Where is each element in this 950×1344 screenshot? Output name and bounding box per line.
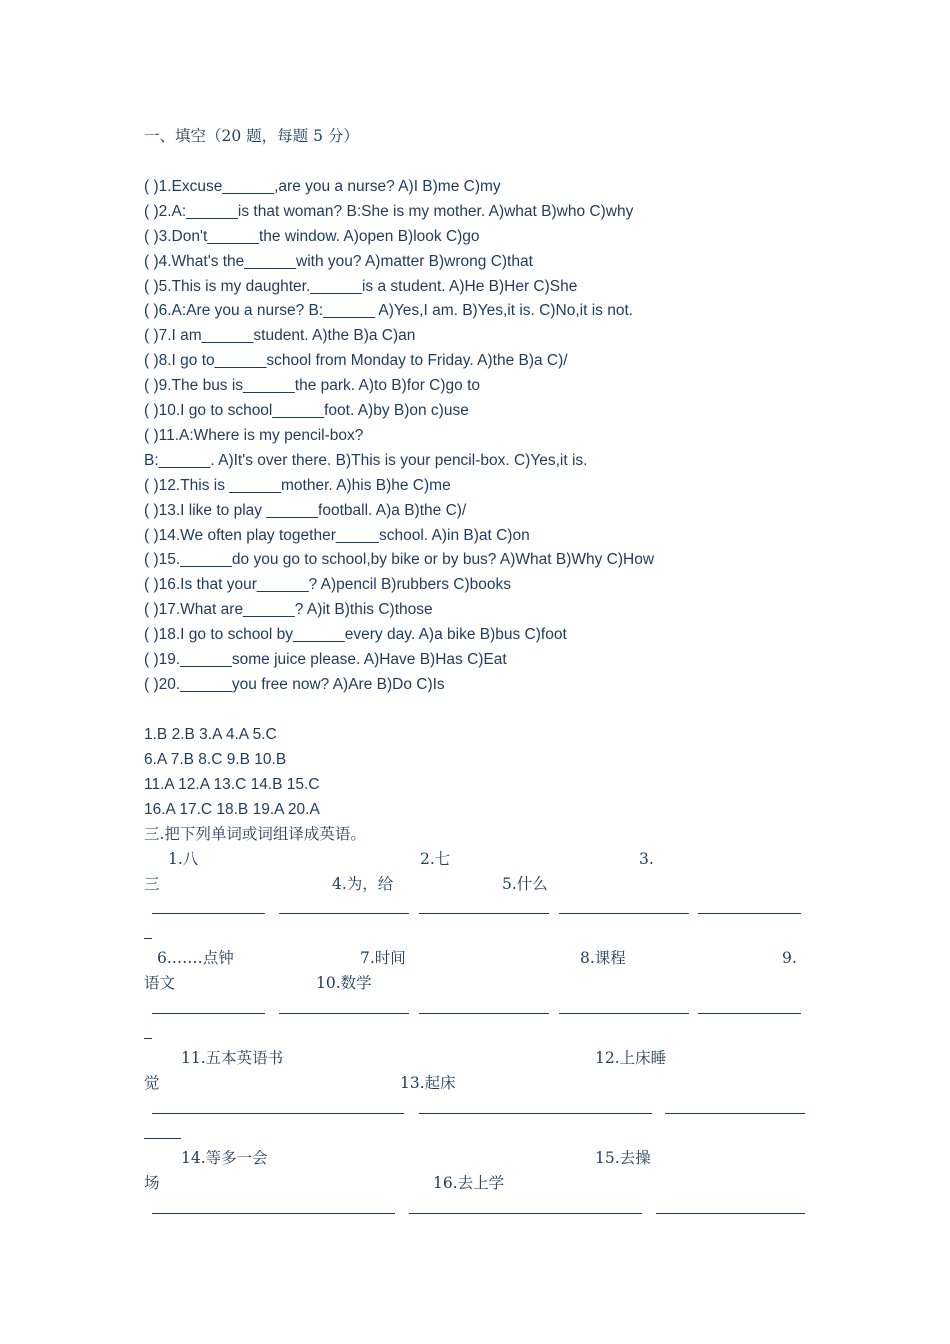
answer-row: 11.A 12.A 13.C 14.B 15.C [144,776,320,793]
answer-blank[interactable] [559,1013,689,1014]
answer-blank[interactable] [152,1213,395,1214]
question-13: ( )13.I like to play ______football. A)a B)the C)/ [144,502,467,519]
answer-blank-tail [144,1138,181,1139]
question-4: ( )4.What's the______with you? A)matter B)wrong C)that [144,253,533,270]
question-2: ( )2.A:______is that woman? B:She is my mother. A)what B)who C)why [144,203,634,220]
item-9-text: 语文 [144,974,176,992]
answer-blank[interactable] [665,1113,805,1114]
question-15: ( )15.______do you go to school,by bike or by bus? A)What B)Why C)How [144,551,655,568]
question-17: ( )17.What are______? A)it B)this C)those [144,601,433,618]
question-3: ( )3.Don't______the window. A)open B)look C)go [144,228,480,245]
question-11: ( )11.A:Where is my pencil-box? [144,427,364,444]
answer-row: 1.B 2.B 3.A 4.A 5.C [144,726,277,743]
question-18: ( )18.I go to school by______every day. A)a bike B)bus C)foot [144,626,567,643]
item-3-number: 3. [639,850,654,868]
item-16: 16.去上学 [433,1174,505,1192]
item-9-number: 9. [782,949,797,967]
answer-blank[interactable] [419,913,549,914]
question-8: ( )8.I go to______school from Monday to Friday. A)the B)a C)/ [144,352,568,369]
answer-row: 6.A 7.B 8.C 9.B 10.B [144,751,287,768]
question-6: ( )6.A:Are you a nurse? B:______ A)Yes,I am. B)Yes,it is. C)No,it is not. [144,302,634,319]
question-1: ( )1.Excuse______,are you a nurse? A)I B)me C)my [144,178,501,195]
question-20: ( )20.______you free now? A)Are B)Do C)Is [144,676,445,693]
item-1: 1.八 [168,850,199,868]
item-10: 10.数学 [316,974,372,992]
question-9: ( )9.The bus is______the park. A)to B)for C)go to [144,377,481,394]
question-11-options: B:______. A)It's over there. B)This is your pencil-box. C)Yes,it is. [144,452,588,469]
answer-blank-tail [144,1038,152,1039]
question-16: ( )16.Is that your______? A)pencil B)rubbers C)books [144,576,512,593]
answer-blank[interactable] [279,1013,409,1014]
answer-row: 16.A 17.C 18.B 19.A 20.A [144,801,320,818]
answer-blank[interactable] [409,1213,642,1214]
answer-blank[interactable] [419,1013,549,1014]
item-7: 7.时间 [360,949,406,967]
answer-blank-tail [144,938,152,939]
question-5: ( )5.This is my daughter.______is a student. A)He B)Her C)She [144,278,578,295]
question-19: ( )19.______some juice please. A)Have B)Has C)Eat [144,651,507,668]
item-8: 8.课程 [580,949,626,967]
question-14: ( )14.We often play together_____school. A)in B)at C)on [144,527,530,544]
item-15-start: 15.去操 [595,1149,651,1167]
answer-blank[interactable] [152,1113,404,1114]
item-5: 5.什么 [502,875,548,893]
item-6: 6.……点钟 [157,949,234,967]
answer-blank[interactable] [152,913,265,914]
answer-blank[interactable] [698,1013,801,1014]
section3-heading: 三.把下列单词或词组译成英语。 [144,825,366,843]
question-7: ( )7.I am______student. A)the B)a C)an [144,327,416,344]
item-3-text: 三 [144,875,160,893]
item-14: 14.等多一会 [181,1149,268,1167]
answer-blank[interactable] [656,1213,805,1214]
question-12: ( )12.This is ______mother. A)his B)he C)me [144,477,451,494]
answer-blank[interactable] [152,1013,265,1014]
answer-blank[interactable] [559,913,689,914]
item-12-end: 觉 [144,1074,160,1092]
question-10: ( )10.I go to school______foot. A)by B)on c)use [144,402,469,419]
item-11: 11.五本英语书 [181,1049,284,1067]
answer-blank[interactable] [419,1113,652,1114]
section1-heading: 一、填空（20 题，每题 5 分） [144,127,359,145]
item-13: 13.起床 [400,1074,456,1092]
item-4: 4.为，给 [332,875,394,893]
item-2: 2.七 [420,850,451,868]
answer-blank[interactable] [698,913,801,914]
item-12-start: 12.上床睡 [595,1049,667,1067]
item-15-end: 场 [144,1174,160,1192]
answer-blank[interactable] [279,913,409,914]
